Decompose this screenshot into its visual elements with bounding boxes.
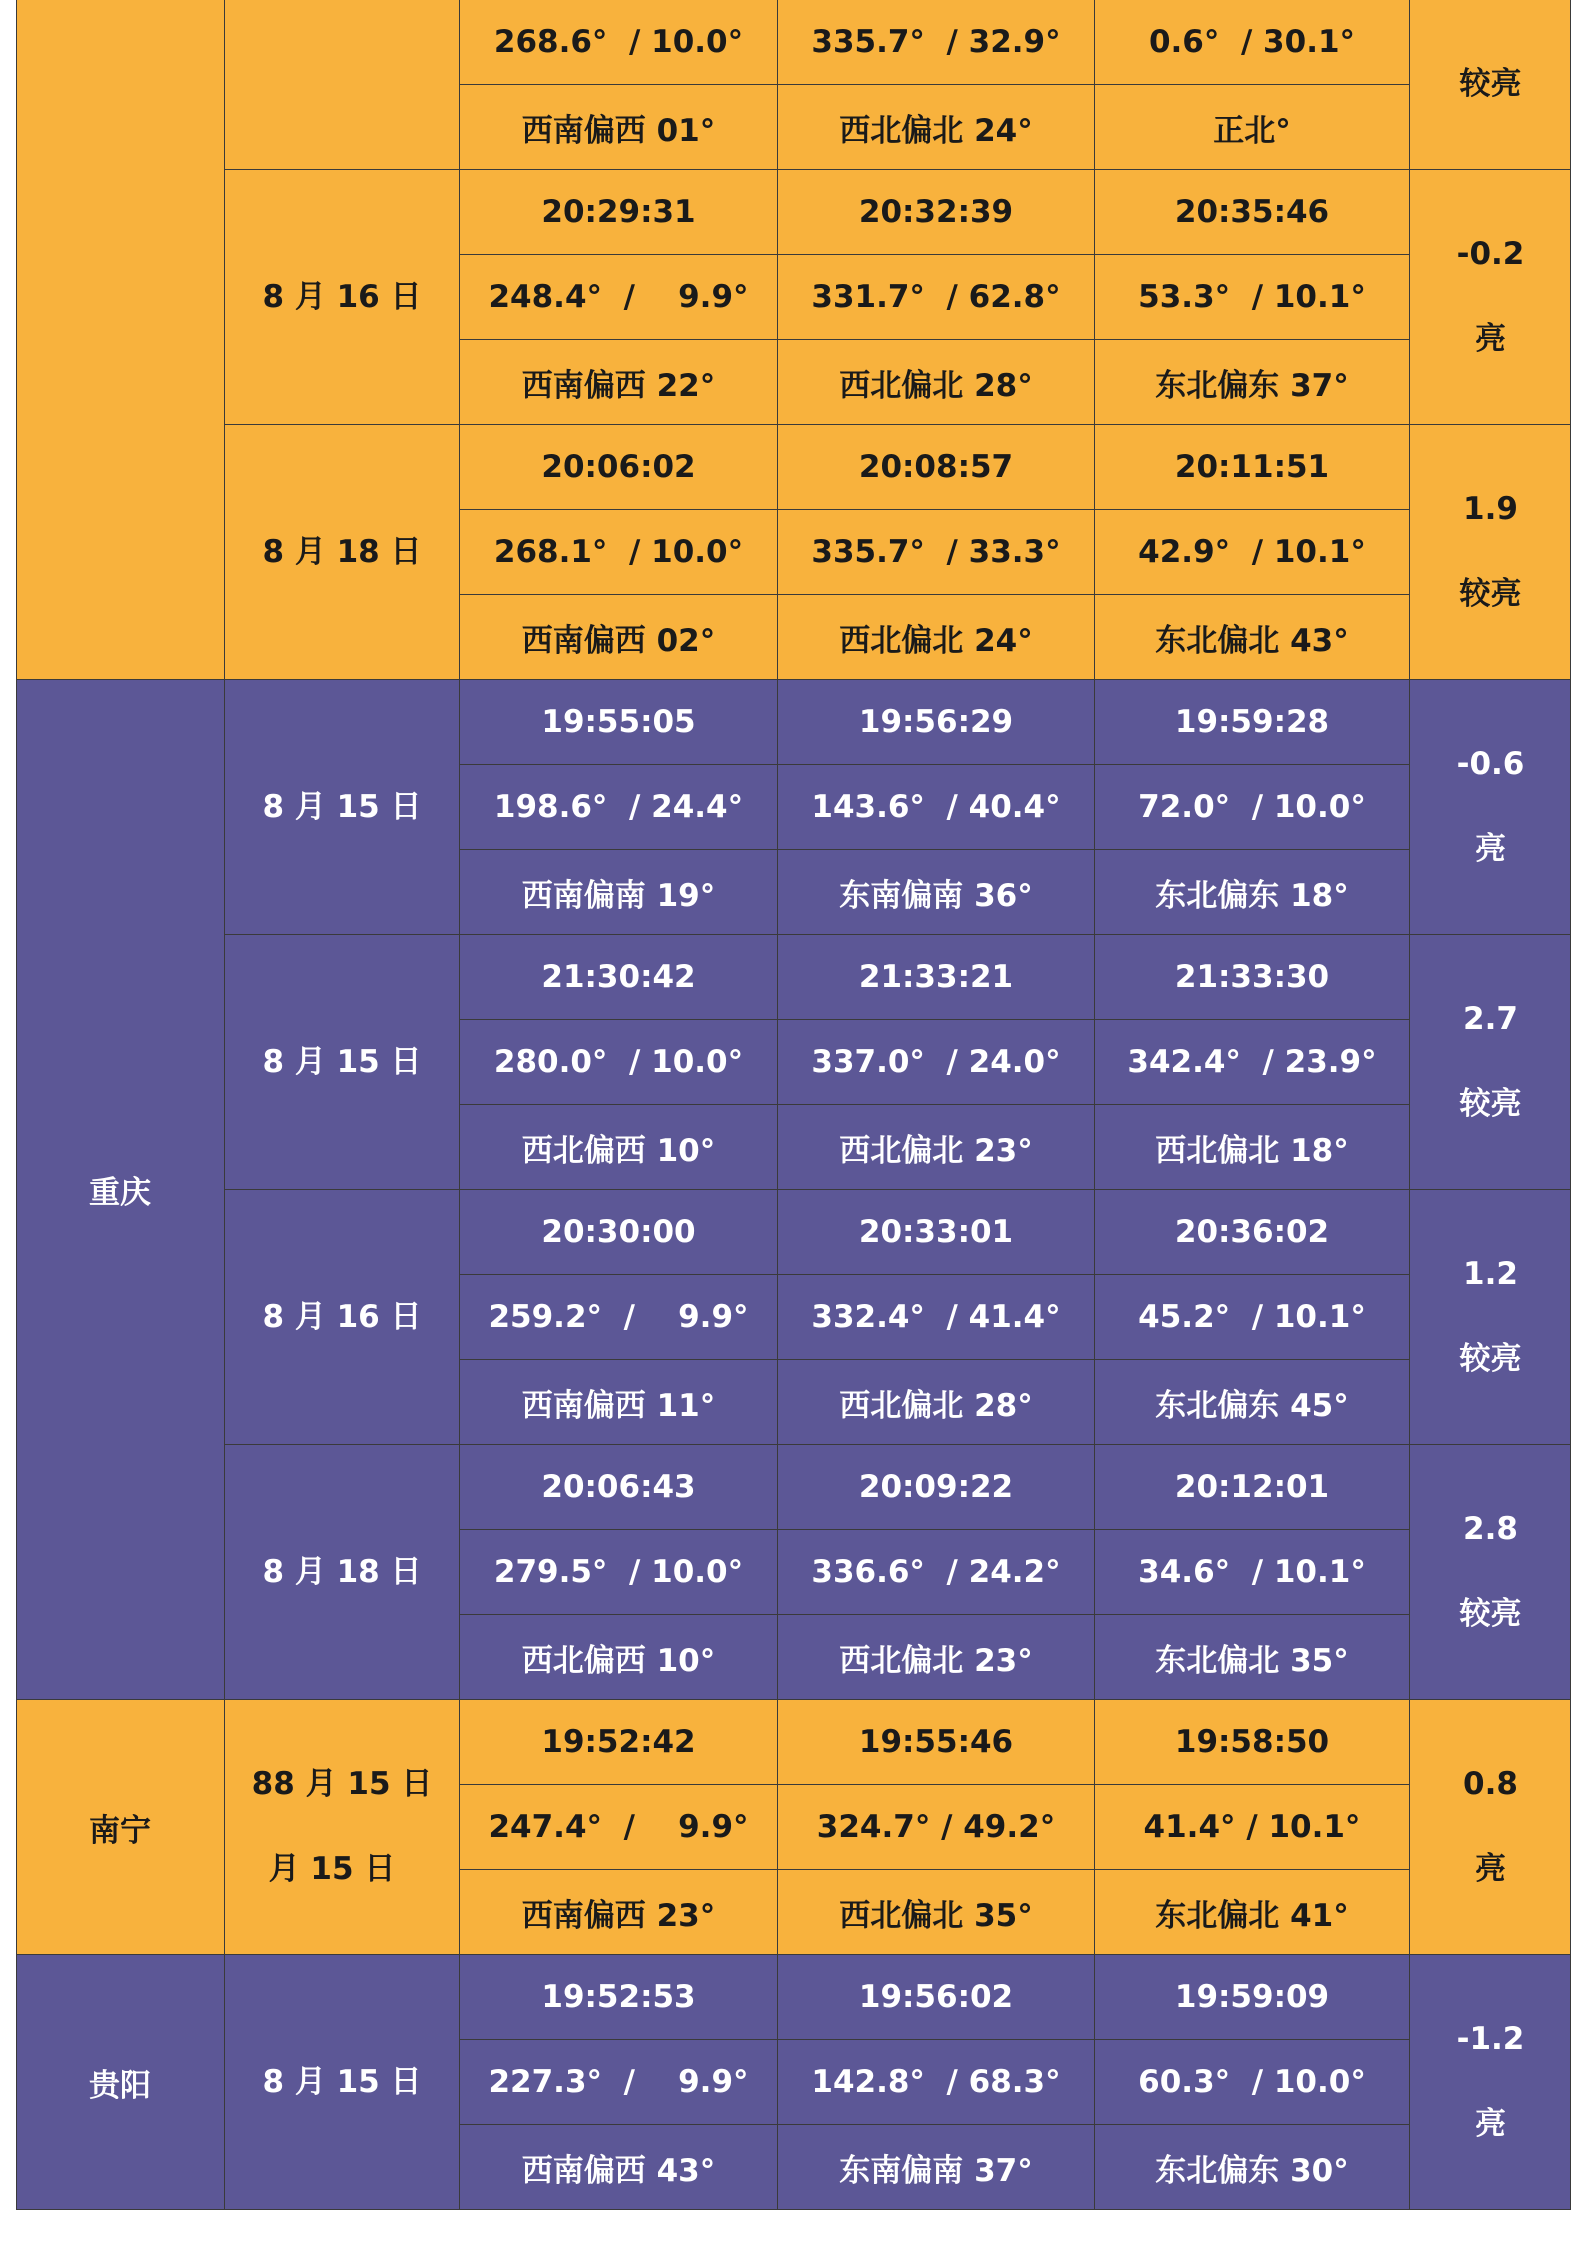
value-text: 34.6° / 10.1°: [1138, 1554, 1366, 1590]
data-cell: [460, 2040, 778, 2125]
value-text: 19:56:02: [858, 1979, 1014, 2015]
data-cell: [778, 1275, 1095, 1360]
data-cell: [460, 595, 778, 680]
value-text: 20:09:22: [858, 1469, 1014, 1505]
value-text: 60.3° / 10.0°: [1138, 2064, 1366, 2100]
brightness-label: 亮: [1475, 321, 1506, 357]
value-text: 20:06:02: [541, 449, 696, 485]
data-cell: [460, 765, 778, 850]
data-cell: [460, 680, 778, 765]
value-text: 142.8° / 68.3°: [811, 2064, 1061, 2100]
table-right-border: [1570, 0, 1571, 2210]
brightness-label: 较亮: [1459, 1086, 1522, 1122]
magnitude-value: 较亮: [1459, 66, 1522, 102]
data-cell: [778, 1785, 1095, 1870]
magnitude-value: -0.2: [1456, 236, 1525, 272]
data-cell: [460, 1700, 778, 1785]
value-text: 336.6° / 24.2°: [811, 1554, 1061, 1590]
data-cell: [460, 1615, 778, 1700]
magnitude-cell: [1410, 1190, 1571, 1445]
magnitude-value: 1.9: [1463, 491, 1518, 527]
date-cell: [225, 1190, 460, 1445]
data-cell: [1095, 255, 1410, 340]
date-cell: [225, 425, 460, 680]
magnitude-value: 1.2: [1463, 1256, 1518, 1292]
value-text: 20:11:51: [1174, 449, 1330, 485]
value-text: 19:55:05: [541, 704, 696, 740]
date-cell: [225, 1955, 460, 2210]
data-cell: [460, 340, 778, 425]
data-cell: [460, 0, 778, 85]
data-cell: [778, 510, 1095, 595]
value-text: 0.6° / 30.1°: [1148, 24, 1356, 60]
data-cell: [778, 2040, 1095, 2125]
data-cell: [460, 510, 778, 595]
data-cell: [778, 1615, 1095, 1700]
value-text: 324.7° / 49.2°: [816, 1809, 1056, 1845]
value-text: 21:33:30: [1174, 959, 1330, 995]
data-cell: [460, 1275, 778, 1360]
table-left-border: [16, 0, 17, 2210]
data-cell: [778, 1530, 1095, 1615]
value-text: 248.4° / 9.9°: [488, 279, 749, 315]
direction-text: 西北偏北 28°: [839, 1387, 1033, 1424]
magnitude-cell: [1410, 1700, 1571, 1955]
direction-text: 西南偏西 23°: [521, 1897, 716, 1934]
value-text: 45.2° / 10.1°: [1138, 1299, 1366, 1335]
magnitude-cell: [1410, 680, 1571, 935]
value-text: 19:58:50: [1174, 1724, 1330, 1760]
magnitude-value: 0.8: [1463, 1766, 1518, 1802]
direction-text: 西南偏南 19°: [521, 877, 716, 914]
value-text: 19:59:28: [1174, 704, 1330, 740]
data-cell: [1095, 680, 1410, 765]
data-cell: [1095, 1615, 1410, 1700]
data-cell: [778, 1190, 1095, 1275]
value-text: 337.0° / 24.0°: [811, 1044, 1061, 1080]
data-cell: [778, 1700, 1095, 1785]
data-cell: [460, 85, 778, 170]
value-text: 280.0° / 10.0°: [493, 1044, 744, 1080]
value-text: 53.3° / 10.1°: [1138, 279, 1366, 315]
data-cell: [1095, 1700, 1410, 1785]
data-cell: [778, 850, 1095, 935]
brightness-label: 亮: [1475, 2106, 1506, 2142]
date-label: 8 月 18 日: [262, 533, 422, 570]
data-cell: [778, 1360, 1095, 1445]
direction-text: 东北偏东 30°: [1155, 2152, 1349, 2189]
value-text: 42.9° / 10.1°: [1138, 534, 1366, 570]
data-cell: [1095, 1445, 1410, 1530]
direction-text: 西南偏西 22°: [521, 367, 716, 404]
data-cell: [460, 2125, 778, 2210]
value-text: 正北°: [1213, 112, 1291, 149]
data-cell: [778, 1020, 1095, 1105]
brightness-label: 亮: [1475, 831, 1506, 867]
date-cell: [225, 680, 460, 935]
value-text: 19:55:46: [858, 1724, 1014, 1760]
value-text: 20:32:39: [858, 194, 1014, 230]
value-text: 20:12:01: [1174, 1469, 1330, 1505]
data-cell: [778, 595, 1095, 680]
value-text: 19:56:29: [858, 704, 1014, 740]
data-cell: [1095, 2125, 1410, 2210]
data-cell: [778, 1870, 1095, 1955]
magnitude-cell: [1410, 1955, 1571, 2210]
value-text: 20:35:46: [1174, 194, 1330, 230]
direction-text: 西北偏西 10°: [521, 1132, 716, 1169]
direction-text: 西北偏北 24°: [839, 622, 1033, 659]
data-cell: [1095, 595, 1410, 680]
direction-text: 西北偏北 23°: [839, 1132, 1033, 1169]
data-cell: [778, 85, 1095, 170]
value-text: 332.4° / 41.4°: [811, 1299, 1061, 1335]
direction-text: 东北偏东 18°: [1155, 877, 1349, 914]
magnitude-value: -0.6: [1456, 746, 1525, 782]
direction-text: 西北偏西 10°: [521, 1642, 716, 1679]
value-text: 331.7° / 62.8°: [811, 279, 1061, 315]
data-cell: [1095, 765, 1410, 850]
date-cell: [225, 1445, 460, 1700]
city-cell: [16, 1955, 225, 2210]
date-label: 8 月 16 日: [262, 1298, 422, 1335]
direction-text: 东南偏南 37°: [839, 2152, 1033, 2189]
data-cell: [778, 425, 1095, 510]
data-cell: [778, 1105, 1095, 1190]
date-label-continued: 月 15 日: [268, 1851, 396, 1887]
data-cell: [460, 1870, 778, 1955]
data-cell: [1095, 425, 1410, 510]
data-cell: [1095, 1360, 1410, 1445]
value-text: 259.2° / 9.9°: [488, 1299, 749, 1335]
magnitude-cell: [1410, 1445, 1571, 1700]
data-cell: [778, 680, 1095, 765]
direction-text: 西北偏北 28°: [839, 367, 1033, 404]
city-cell: [16, 680, 225, 1700]
value-text: 268.6° / 10.0°: [493, 24, 744, 60]
data-cell: [460, 1530, 778, 1615]
data-cell: [460, 1785, 778, 1870]
value-text: 19:52:42: [541, 1724, 696, 1760]
data-cell: [460, 850, 778, 935]
direction-text: 西南偏西 43°: [521, 2152, 716, 2189]
data-cell: [460, 425, 778, 510]
value-text: 41.4° / 10.1°: [1143, 1809, 1361, 1845]
date-label: 8 月 15 日: [262, 1043, 422, 1080]
date-label: 8 月 18 日: [262, 1553, 422, 1590]
data-cell: [1095, 1785, 1410, 1870]
value-text: 20:33:01: [858, 1214, 1014, 1250]
data-cell: [1095, 2040, 1410, 2125]
data-cell: [460, 1190, 778, 1275]
direction-text: 东北偏北 35°: [1155, 1642, 1349, 1679]
city-cell: [16, 0, 225, 680]
value-text: 20:06:43: [541, 1469, 696, 1505]
data-cell: [1095, 1105, 1410, 1190]
value-text: 198.6° / 24.4°: [493, 789, 744, 825]
magnitude-value: 2.8: [1463, 1511, 1518, 1547]
value-text: 19:52:53: [541, 1979, 696, 2015]
value-text: 20:29:31: [541, 194, 696, 230]
data-cell: [1095, 1530, 1410, 1615]
data-cell: [1095, 1955, 1410, 2040]
value-text: 20:30:00: [541, 1214, 696, 1250]
value-text: 279.5° / 10.0°: [493, 1554, 744, 1590]
direction-text: 东北偏东 45°: [1155, 1387, 1349, 1424]
direction-text: 东北偏东 37°: [1155, 367, 1349, 404]
value-text: 268.1° / 10.0°: [493, 534, 744, 570]
data-cell: [778, 170, 1095, 255]
magnitude-cell: [1410, 0, 1571, 170]
value-text: 342.4° / 23.9°: [1127, 1044, 1377, 1080]
data-cell: [778, 2125, 1095, 2210]
date-cell: [225, 170, 460, 425]
data-cell: [1095, 85, 1410, 170]
direction-text: 西南偏西 11°: [521, 1387, 716, 1424]
value-text: 19:59:09: [1174, 1979, 1330, 2015]
data-cell: [1095, 170, 1410, 255]
data-cell: [778, 340, 1095, 425]
direction-text: 东北偏北 41°: [1155, 1897, 1349, 1934]
magnitude-cell: [1410, 935, 1571, 1190]
data-cell: [778, 935, 1095, 1020]
city-name: 贵阳: [89, 2067, 151, 2104]
direction-text: 西南偏西 02°: [521, 622, 716, 659]
magnitude-cell: [1410, 170, 1571, 425]
value-text: 20:36:02: [1174, 1214, 1330, 1250]
direction-text: 西北偏北 35°: [839, 1897, 1033, 1934]
data-cell: [1095, 1870, 1410, 1955]
value-text: 143.6° / 40.4°: [811, 789, 1061, 825]
date-label: 8 月 15 日: [262, 2063, 422, 2100]
date-label: 88 月 15 日: [251, 1766, 433, 1802]
data-cell: [778, 1445, 1095, 1530]
data-cell: [1095, 340, 1410, 425]
value-text: 72.0° / 10.0°: [1138, 789, 1366, 825]
value-text: 21:30:42: [541, 959, 696, 995]
direction-text: 西北偏北 18°: [1155, 1132, 1349, 1169]
value-text: 247.4° / 9.9°: [488, 1809, 749, 1845]
data-cell: [1095, 1020, 1410, 1105]
data-cell: [1095, 0, 1410, 85]
brightness-label: 较亮: [1459, 1341, 1522, 1377]
data-cell: [778, 765, 1095, 850]
data-cell: [1095, 1275, 1410, 1360]
date-cell: [225, 1700, 460, 1955]
data-cell: [1095, 935, 1410, 1020]
value-text: 227.3° / 9.9°: [488, 2064, 749, 2100]
magnitude-value: 2.7: [1463, 1001, 1518, 1037]
date-label: 8 月 16 日: [262, 278, 422, 315]
value-text: 20:08:57: [858, 449, 1014, 485]
value-text: 335.7° / 32.9°: [811, 24, 1061, 60]
data-cell: [460, 1955, 778, 2040]
city-name: 重庆: [89, 1175, 151, 1211]
city-cell: [16, 1700, 225, 1955]
data-cell: [460, 1360, 778, 1445]
data-cell: [460, 935, 778, 1020]
value-text: 西南偏西 01°: [521, 112, 716, 149]
magnitude-cell: [1410, 425, 1571, 680]
data-cell: [460, 170, 778, 255]
brightness-label: 亮: [1475, 1851, 1506, 1887]
data-cell: [1095, 510, 1410, 595]
brightness-label: 较亮: [1459, 1596, 1522, 1632]
date-label: 8 月 15 日: [262, 788, 422, 825]
date-cell: [225, 935, 460, 1190]
brightness-label: 较亮: [1459, 576, 1522, 612]
direction-text: 西北偏北 23°: [839, 1642, 1033, 1679]
data-cell: [778, 0, 1095, 85]
data-cell: [460, 1020, 778, 1105]
data-cell: [1095, 850, 1410, 935]
data-cell: [1095, 1190, 1410, 1275]
city-name: 南宁: [89, 1812, 151, 1849]
value-text: 21:33:21: [858, 959, 1014, 995]
data-cell: [460, 1105, 778, 1190]
direction-text: 东北偏北 43°: [1155, 622, 1349, 659]
data-cell: [778, 1955, 1095, 2040]
magnitude-value: -1.2: [1456, 2021, 1525, 2057]
data-cell: [460, 1445, 778, 1530]
data-cell: [460, 255, 778, 340]
date-cell: [225, 0, 460, 170]
value-text: 335.7° / 33.3°: [811, 534, 1061, 570]
direction-text: 东南偏南 36°: [839, 877, 1033, 914]
data-cell: [778, 255, 1095, 340]
value-text: 西北偏北 24°: [839, 112, 1033, 149]
